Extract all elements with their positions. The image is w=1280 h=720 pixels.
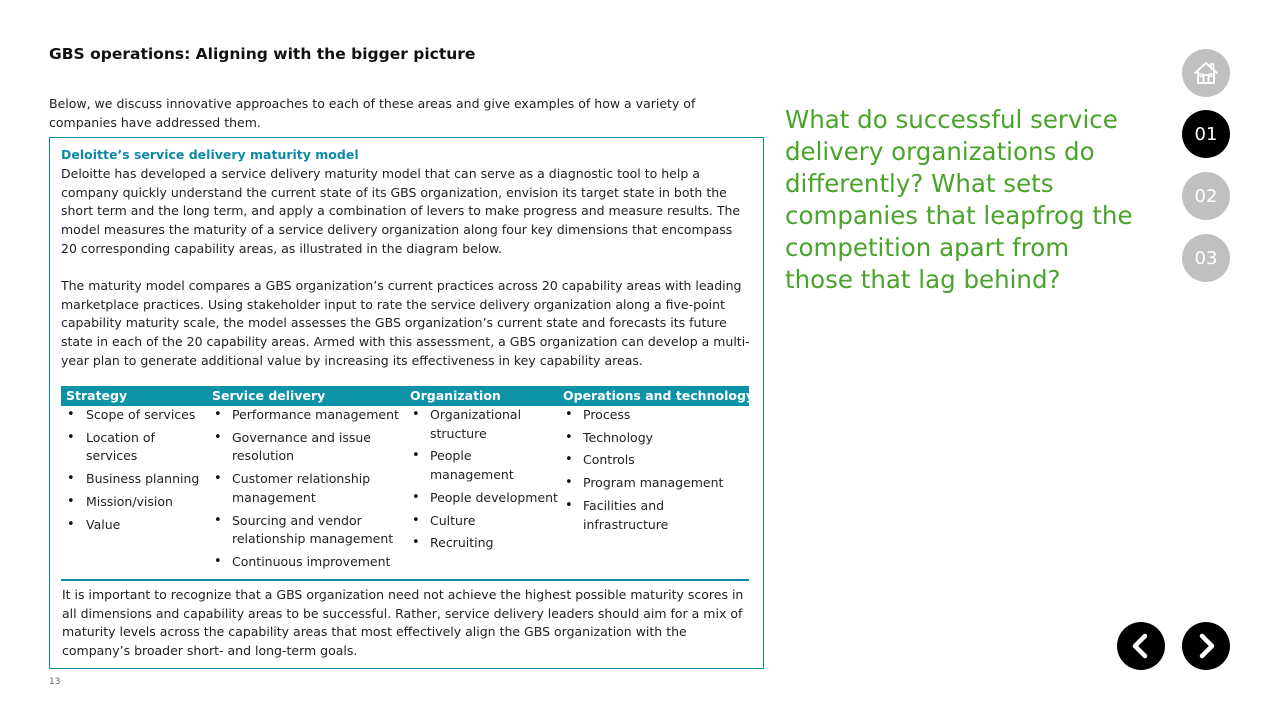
list-item: • Business planning bbox=[61, 470, 207, 489]
list-item: • People management bbox=[405, 447, 558, 484]
arrow-right-icon bbox=[1192, 632, 1220, 660]
home-icon bbox=[1191, 58, 1221, 88]
list-item: • Value bbox=[61, 516, 207, 535]
arrow-left-icon bbox=[1127, 632, 1155, 660]
capability-table bbox=[61, 386, 755, 581]
home-button[interactable] bbox=[1182, 49, 1230, 97]
list-item: • Organizational structure bbox=[405, 406, 558, 443]
list-item: • Facilities and infrastructure bbox=[558, 497, 749, 534]
box-paragraph-2: The maturity model compares a GBS organization’s current practices across 20 capability areas with leading marketplace practices. Using stakeholder input to rate the service delivery organization along a five-point capability maturity scale, the model assesses the GBS organization’s current state and forecasts its future state in each of the 20 capability areas. Armed with this assessment, a GBS organization can develop a multi-year plan to generate additional value by increasing its effectiveness in key capability areas. bbox=[61, 278, 750, 368]
table-header-service-delivery: Service delivery bbox=[212, 388, 326, 403]
list-item: • Process bbox=[558, 406, 749, 425]
table-column-operations-technology bbox=[558, 406, 749, 576]
list-item: • Continuous improvement bbox=[207, 553, 405, 572]
next-page-button[interactable] bbox=[1182, 622, 1230, 670]
list-item: • Customer relationship management bbox=[207, 470, 405, 507]
list-item: • Performance management bbox=[207, 406, 405, 425]
box-paragraph-3: It is important to recognize that a GBS organization need not achieve the highest possible maturity scores in all dimensions and capability areas to be successful. Rather, service delivery leaders should aim for a mix of maturity levels across the capability areas that most effectively align the GBS organization with the company’s broader short- and long-term goals. bbox=[62, 587, 744, 659]
pull-quote: What do successful service delivery organizations do differently? What sets companies that leapfrog the competition apart from those that lag behind? bbox=[785, 105, 1133, 294]
list-item: • Controls bbox=[558, 451, 749, 470]
maturity-model-box bbox=[49, 137, 764, 669]
table-header-organization: Organization bbox=[410, 388, 501, 403]
page-number: 13 bbox=[49, 677, 61, 687]
table-body bbox=[61, 406, 749, 581]
list-item: • Governance and issue resolution bbox=[207, 429, 405, 466]
list-item: • Technology bbox=[558, 429, 749, 448]
nav-section-01[interactable]: 01 bbox=[1182, 110, 1230, 158]
previous-page-button[interactable] bbox=[1117, 622, 1165, 670]
list-item: • Scope of services bbox=[61, 406, 207, 425]
table-column-service-delivery bbox=[207, 406, 405, 576]
list-item: • Recruiting bbox=[405, 534, 558, 553]
page-title: GBS operations: Aligning with the bigger picture bbox=[49, 45, 476, 63]
list-item: • Program management bbox=[558, 474, 749, 493]
list-item: • Mission/vision bbox=[61, 493, 207, 512]
list-item: • Sourcing and vendor relationship management bbox=[207, 512, 405, 549]
list-item: • Culture bbox=[405, 512, 558, 531]
list-item: • Location of services bbox=[61, 429, 207, 466]
nav-section-03[interactable]: 03 bbox=[1182, 234, 1230, 282]
table-column-organization bbox=[405, 406, 558, 576]
table-header-strategy: Strategy bbox=[66, 388, 128, 403]
intro-text: Below, we discuss innovative approaches to each of these areas and give examples of how a variety of companies have addressed them. bbox=[49, 96, 696, 130]
table-header-row bbox=[61, 386, 755, 406]
table-header-operations-technology: Operations and technology bbox=[563, 388, 755, 403]
table-column-strategy bbox=[61, 406, 207, 576]
box-paragraph-1: Deloitte has developed a service delivery maturity model that can serve as a diagnostic tool to help a company quickly understand the current state of its GBS organization, envision its target state in both the short term and the long term, and apply a combination of levers to make progress and measure results. The model measures the maturity of a service delivery organization along four key dimensions that encompass 20 corresponding capability areas, as illustrated in the diagram below. bbox=[61, 166, 741, 256]
nav-section-02[interactable]: 02 bbox=[1182, 172, 1230, 220]
list-item: • People development bbox=[405, 489, 558, 508]
box-heading: Deloitte’s service delivery maturity model bbox=[61, 147, 359, 162]
